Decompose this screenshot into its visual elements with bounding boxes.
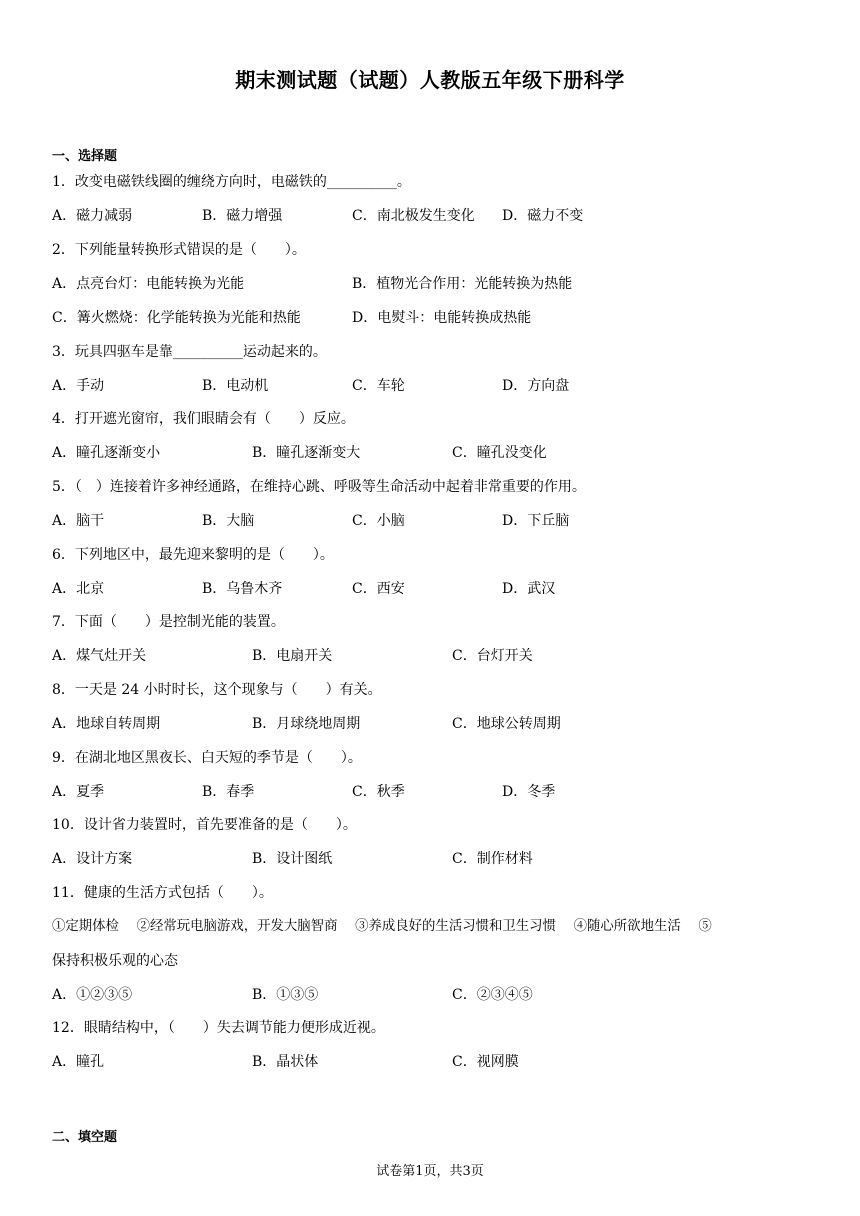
page-footer: 试卷第1页，共3页: [376, 1164, 484, 1179]
q5-option-d: D．下丘脑: [502, 513, 570, 529]
question-2-stem: 2．下列能量转换形式错误的是（ ）。: [52, 242, 306, 258]
q6-option-b: B．乌鲁木齐: [202, 581, 283, 597]
question-11-stem: 11．健康的生活方式包括（ ）。: [52, 885, 273, 901]
section-heading-choice: 一、选择题: [52, 149, 118, 164]
q8-option-c: C．地球公转周期: [452, 716, 561, 732]
q2-option-d: D．电熨斗：电能转换成热能: [352, 310, 532, 326]
q5-option-b: B．大脑: [202, 513, 255, 529]
q1-option-a: A．磁力减弱: [52, 208, 133, 224]
q10-option-c: C．制作材料: [452, 851, 533, 867]
question-11-items: ①定期体检 ②经常玩电脑游戏，开发大脑智商 ③养成良好的生活习惯和卫生习惯 ④随心所欲地生活 ⑤: [52, 919, 712, 934]
question-10-stem: 10．设计省力装置时，首先要准备的是（ ）。: [52, 817, 357, 833]
q8-option-a: A．地球自转周期: [52, 716, 161, 732]
q1-option-d: D．磁力不变: [502, 208, 584, 224]
q5-option-c: C．小脑: [352, 513, 405, 529]
q9-option-d: D．冬季: [502, 784, 556, 800]
question-11-items-cont: 保持积极乐观的心态: [52, 953, 178, 969]
q11-option-c: C．②③④⑤: [452, 987, 533, 1003]
q4-option-c: C．瞳孔没变化: [452, 445, 547, 461]
q4-option-b: B．瞳孔逐渐变大: [252, 445, 361, 461]
q3-option-c: C．车轮: [352, 378, 405, 394]
q3-option-d: D．方向盘: [502, 378, 570, 394]
q7-option-a: A．煤气灶开关: [52, 648, 147, 664]
page-title: 期末测试题（试题）人教版五年级下册科学: [235, 68, 625, 92]
question-12-stem: 12．眼睛结构中，（ ）失去调节能力便形成近视。: [52, 1020, 385, 1036]
q5-option-a: A．脑干: [52, 513, 105, 529]
q6-option-d: D．武汉: [502, 581, 556, 597]
q7-option-b: B．电扇开关: [252, 648, 333, 664]
question-3-stem: 3．玩具四驱车是靠__________运动起来的。: [52, 344, 327, 360]
question-7-stem: 7．下面（ ）是控制光能的装置。: [52, 614, 285, 630]
q2-option-b: B．植物光合作用：光能转换为热能: [352, 276, 573, 292]
q10-option-a: A．设计方案: [52, 851, 133, 867]
q12-option-a: A．瞳孔: [52, 1054, 105, 1070]
q12-option-b: B．晶状体: [252, 1054, 319, 1070]
q7-option-c: C．台灯开关: [452, 648, 533, 664]
q11-option-b: B．①③⑤: [252, 987, 319, 1003]
q12-option-c: C．视网膜: [452, 1054, 519, 1070]
question-1-stem: 1．改变电磁铁线圈的缠绕方向时，电磁铁的__________。: [52, 174, 411, 190]
q3-option-b: B．电动机: [202, 378, 269, 394]
q11-option-a: A．①②③⑤: [52, 987, 133, 1003]
q3-option-a: A．手动: [52, 378, 105, 394]
section-heading-fill: 二、填空题: [52, 1130, 118, 1145]
q6-option-a: A．北京: [52, 581, 105, 597]
question-9-stem: 9．在湖北地区黑夜长、白天短的季节是（ ）。: [52, 750, 362, 766]
q9-option-c: C．秋季: [352, 784, 405, 800]
q6-option-c: C．西安: [352, 581, 405, 597]
q9-option-a: A．夏季: [52, 784, 105, 800]
question-4-stem: 4．打开遮光窗帘，我们眼睛会有（ ）反应。: [52, 411, 355, 427]
question-5-stem: 5．（ ）连接着许多神经通路，在维持心跳、呼吸等生命活动中起着非常重要的作用。: [52, 479, 586, 495]
q10-option-b: B．设计图纸: [252, 851, 333, 867]
q4-option-a: A．瞳孔逐渐变小: [52, 445, 161, 461]
q1-option-c: C．南北极发生变化: [352, 208, 475, 224]
question-8-stem: 8．一天是 24 小时时长，这个现象与（ ）有关。: [52, 682, 382, 698]
question-6-stem: 6．下列地区中，最先迎来黎明的是（ ）。: [52, 547, 334, 563]
q1-option-b: B．磁力增强: [202, 208, 283, 224]
q9-option-b: B．春季: [202, 784, 255, 800]
q2-option-c: C．篝火燃烧：化学能转换为光能和热能: [52, 310, 301, 326]
q2-option-a: A．点亮台灯：电能转换为光能: [52, 276, 245, 292]
q8-option-b: B．月球绕地周期: [252, 716, 361, 732]
